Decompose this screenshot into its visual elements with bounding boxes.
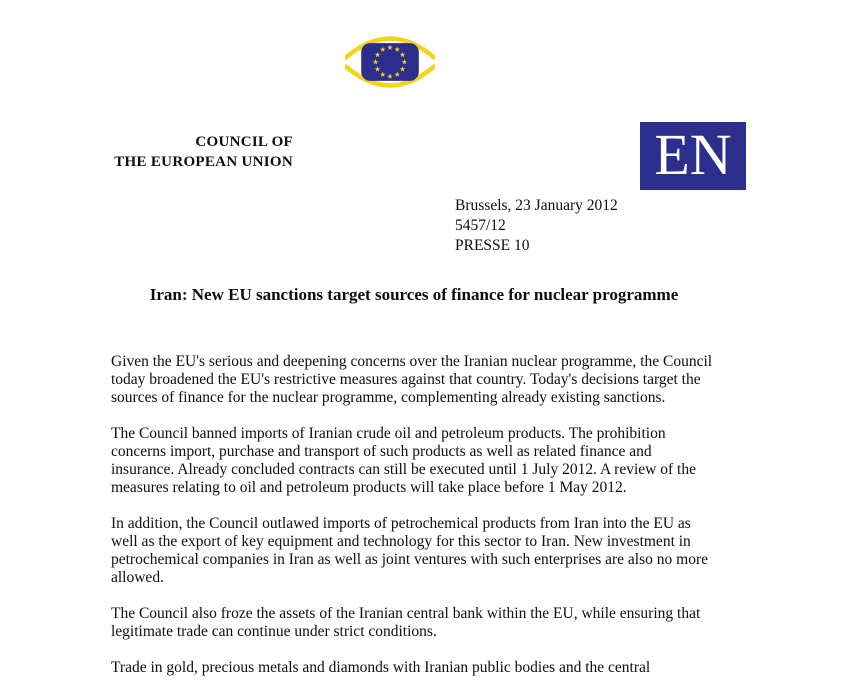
document-title <box>111 284 717 306</box>
language-badge: EN <box>640 122 746 190</box>
body-paragraph: Trade in gold, precious metals and diamonds with Iranian public bodies and the central <box>111 659 651 676</box>
document-body <box>111 353 717 682</box>
document-title-text: Iran: New EU sanctions target sources of finance for nuclear programme <box>149 285 679 304</box>
dateline: Brussels, 23 January 2012 <box>455 197 618 214</box>
eu-council-logo <box>345 33 435 91</box>
reference-number: 5457/12 <box>455 217 506 234</box>
body-paragraph: Given the EU's serious and deepening concerns over the Iranian nuclear programme, the Council today broadened the EU's restrictive measures against that country. Today's decisions target the sources of finance for the nuclear programme, complementing already existing sanctions. <box>111 353 713 406</box>
org-name <box>95 133 293 172</box>
body-paragraph: The Council banned imports of Iranian crude oil and petroleum products. The prohibition concerns import, purchase and transport of such products as well as related finance and insurance. Already concluded contracts can still be executed until 1 July 2012. A review of the measures relating to oil and petroleum products will take place before 1 May 2012. <box>111 425 696 496</box>
org-name-line1: COUNCIL OF <box>195 134 293 150</box>
document-meta <box>455 196 618 256</box>
body-paragraph: The Council also froze the assets of the Iranian central bank within the EU, while ensuring that legitimate trade can continue under strict conditions. <box>111 605 701 640</box>
presse-number: PRESSE 10 <box>455 237 530 254</box>
org-name-line2: THE EUROPEAN UNION <box>114 153 293 170</box>
body-paragraph: In addition, the Council outlawed imports of petrochemical products from Iran into the EU as well as the export of key equipment and technology for this sector to Iran. New investment in petrochemical companies in Iran as well as joint ventures with such enterprises are also no more allowed. <box>111 515 708 586</box>
